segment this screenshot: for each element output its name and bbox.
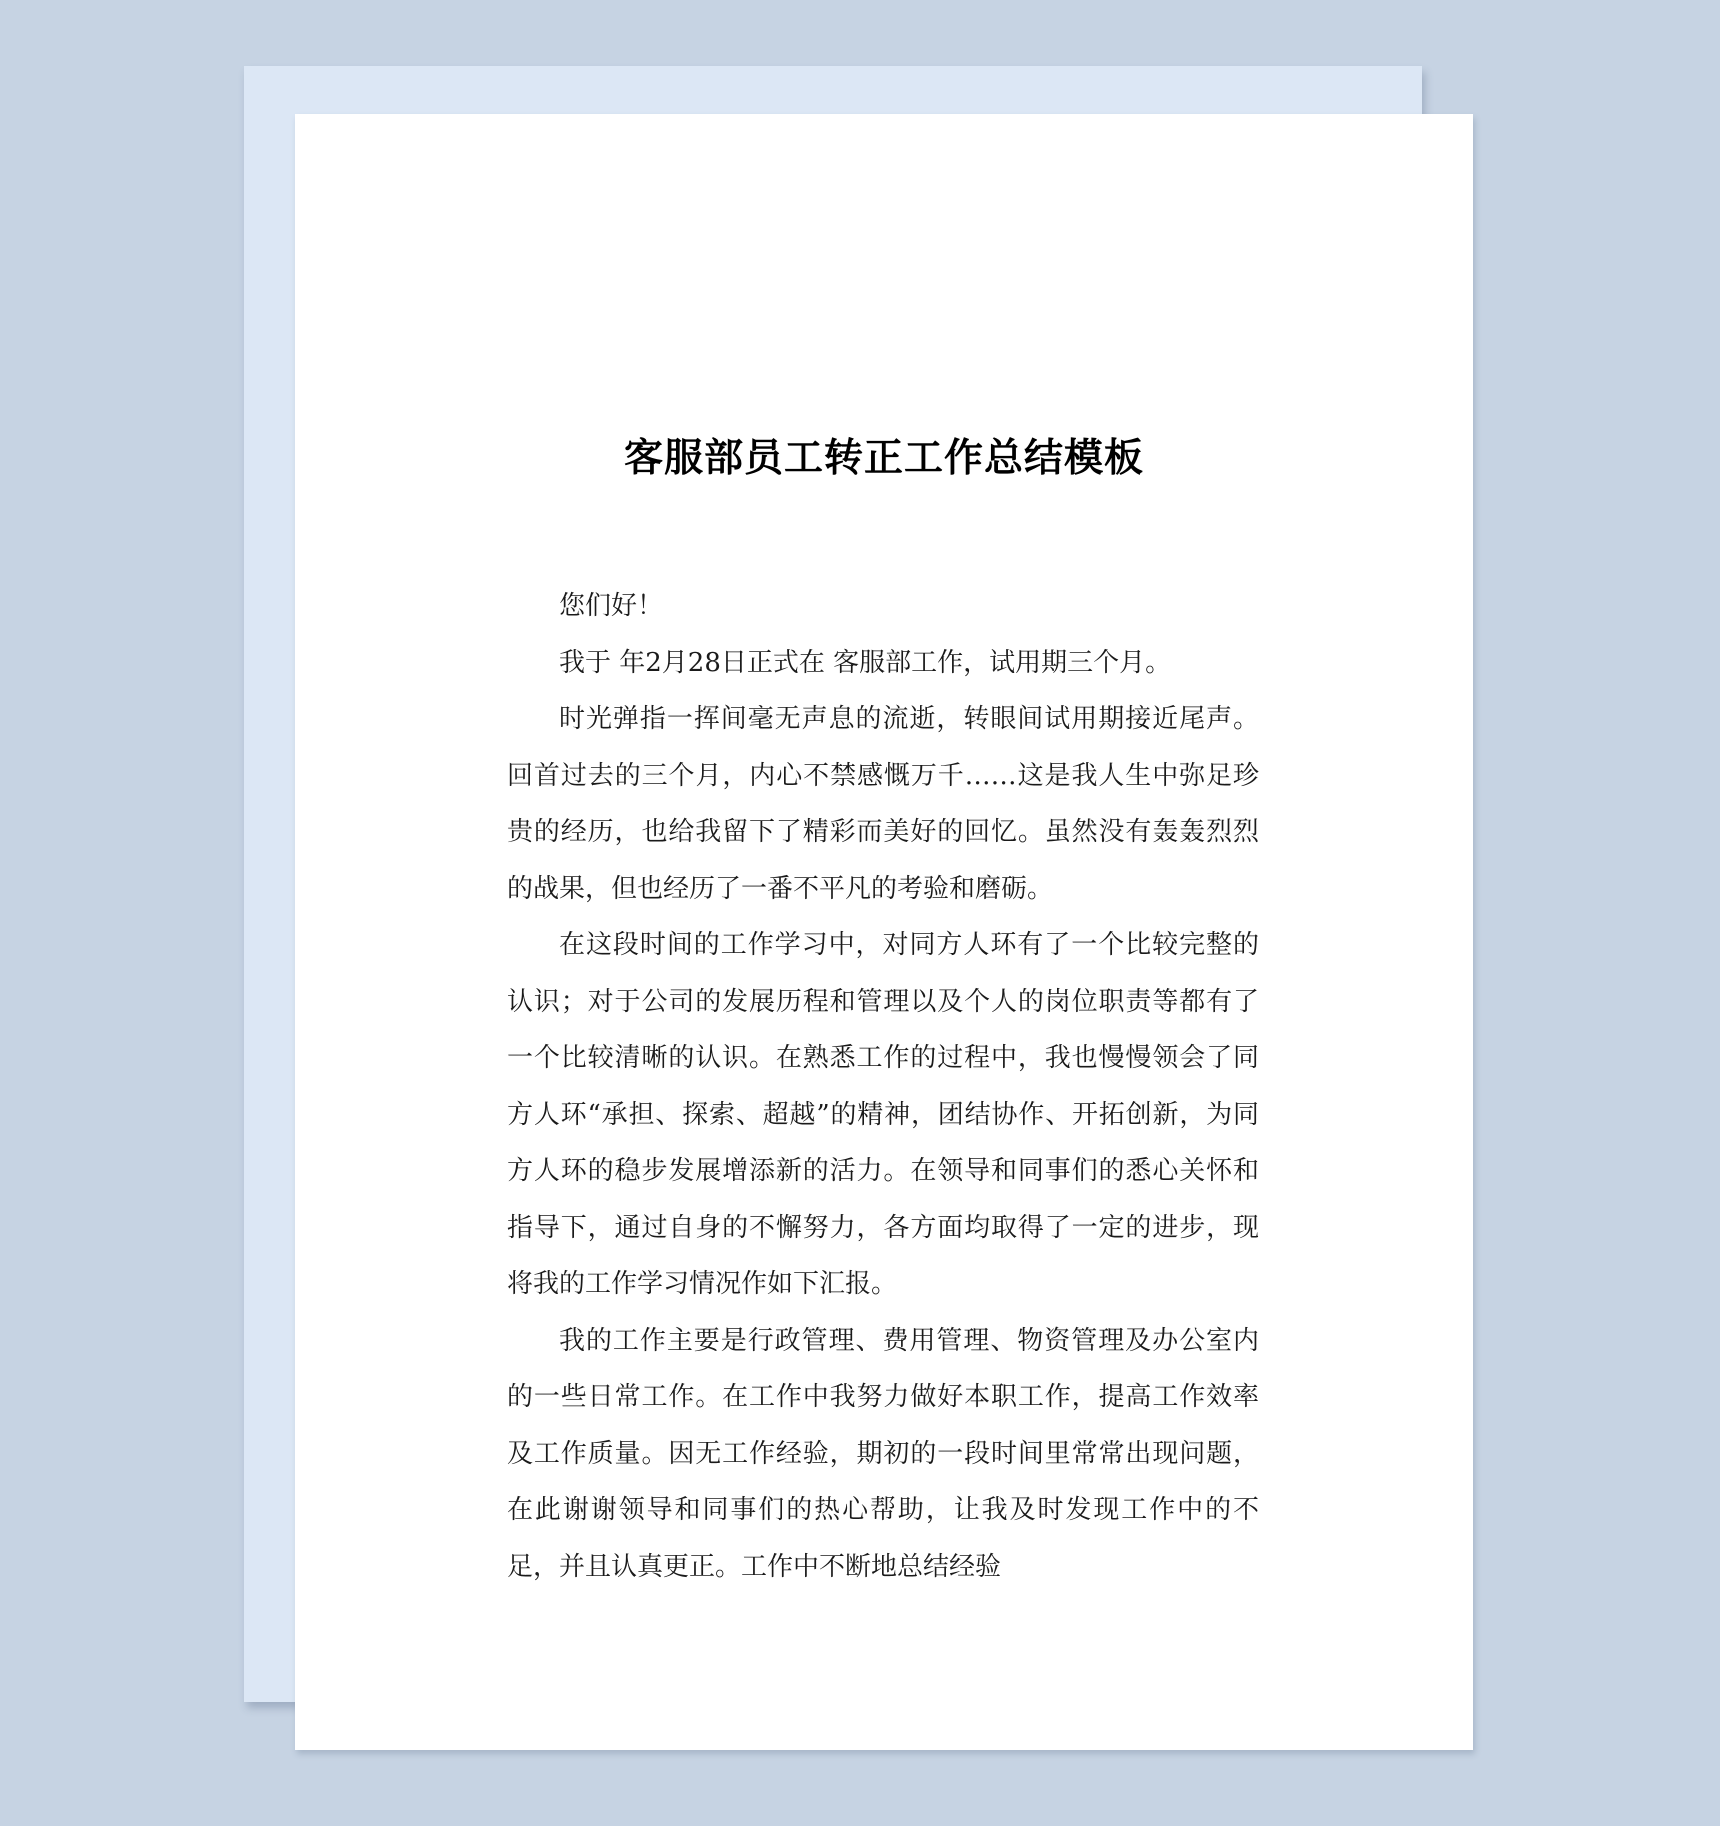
learning-paragraph: 在这段时间的工作学习中，对同方人环有了一个比较完整的认识；对于公司的发展历程和管理以及个人的岗位职责等都有了一个比较清晰的认识。在熟悉工作的过程中，我也慢慢领会了同方人环“承担、探索、超越”的精神，团结协作、开拓创新，为同方人环的稳步发展增添新的活力。在领导和同事们的悉心关怀和指导下，通过自身的不懈努力，各方面均取得了一定的进步，现将我的工作学习情况作如下汇报。: [507, 930, 1259, 1299]
document-body: [507, 578, 1259, 1595]
start-date-paragraph: 我于 年2月28日正式在 客服部工作，试用期三个月。: [559, 647, 1172, 678]
document-page: [295, 114, 1473, 1750]
reflection-paragraph: 时光弹指一挥间毫无声息的流逝，转眼间试用期接近尾声。回首过去的三个月，内心不禁感慨万千……这是我人生中弥足珍贵的经历，也给我留下了精彩而美好的回忆。虽然没有轰轰烈烈的战果，但也经历了一番不平凡的考验和磨砺。: [507, 704, 1259, 904]
document-title: 客服部员工转正工作总结模板: [623, 436, 1144, 481]
greeting-paragraph: 您们好！: [559, 591, 664, 621]
duties-paragraph: 我的工作主要是行政管理、费用管理、物资管理及办公室内的一些日常工作。在工作中我努力做好本职工作，提高工作效率及工作质量。因无工作经验，期初的一段时间里常常出现问题，在此谢谢领导和同事们的热心帮助，让我及时发现工作中的不足，并且认真更正。工作中不断地总结经验: [507, 1325, 1259, 1582]
